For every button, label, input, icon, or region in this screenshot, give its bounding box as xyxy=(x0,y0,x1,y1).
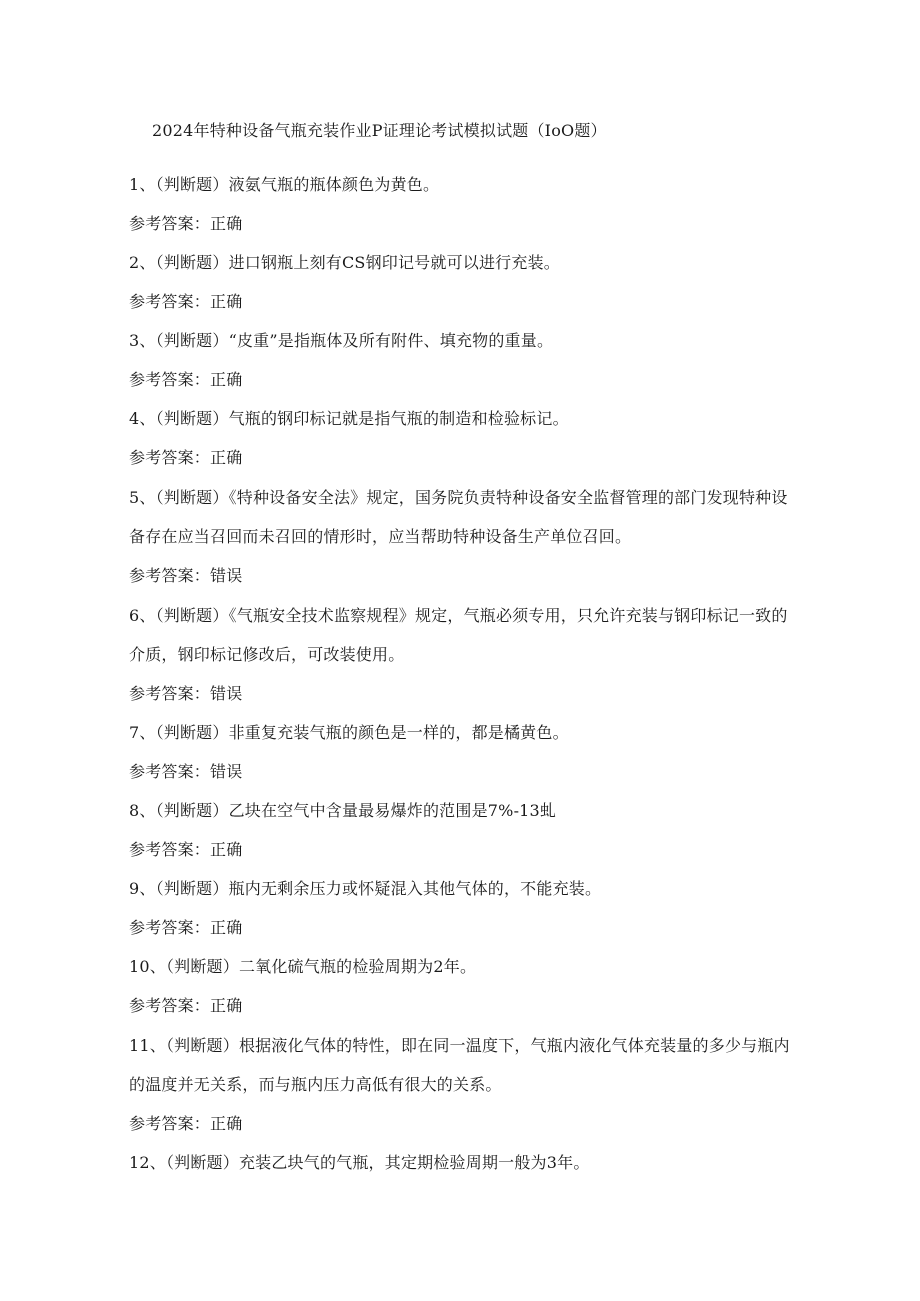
question-text: 1、（判断题）液氨气瓶的瓶体颜色为黄色。 xyxy=(129,175,440,194)
question-text: 10、（判断题）二氧化硫气瓶的检验周期为2年。 xyxy=(129,957,477,976)
document-title: 2024年特种设备气瓶充装作业P证理论考试模拟试题（IoO题） xyxy=(152,121,607,140)
answer-text: 参考答案：正确 xyxy=(129,292,243,311)
question-item-4 xyxy=(129,400,794,478)
answer-text: 参考答案：正确 xyxy=(129,370,243,389)
question-item-2 xyxy=(129,244,794,322)
answer-text: 参考答案：错误 xyxy=(129,684,243,703)
question-list xyxy=(129,166,794,1182)
answer-text: 参考答案：正确 xyxy=(129,996,243,1015)
answer-text: 参考答案：正确 xyxy=(129,214,243,233)
question-text: 4、（判断题）气瓶的钢印标记就是指气瓶的制造和检验标记。 xyxy=(129,409,569,428)
question-item-11 xyxy=(129,1026,794,1144)
question-item-1 xyxy=(129,166,794,244)
question-text: 8、（判断题）乙块在空气中含量最易爆炸的范围是7%-13虬 xyxy=(129,801,557,820)
question-item-7 xyxy=(129,714,794,792)
question-item-12 xyxy=(129,1144,794,1182)
question-text: 3、（判断题）“皮重”是指瓶体及所有附件、填充物的重量。 xyxy=(129,331,554,350)
question-text: 7、（判断题）非重复充装气瓶的颜色是一样的，都是橘黄色。 xyxy=(129,723,569,742)
answer-text: 参考答案：正确 xyxy=(129,1114,243,1133)
answer-text: 参考答案：错误 xyxy=(129,566,243,585)
question-item-3 xyxy=(129,322,794,400)
question-text: 12、（判断题）充装乙块气的气瓶，其定期检验周期一般为3年。 xyxy=(129,1153,590,1172)
question-item-10 xyxy=(129,948,794,1026)
answer-text: 参考答案：正确 xyxy=(129,448,243,467)
answer-text: 参考答案：正确 xyxy=(129,918,243,937)
question-item-8 xyxy=(129,792,794,870)
question-text: 9、（判断题）瓶内无剩余压力或怀疑混入其他气体的，不能充装。 xyxy=(129,879,602,898)
question-text: 2、（判断题）进口钢瓶上刻有CS钢印记号就可以进行充装。 xyxy=(129,253,560,272)
question-item-9 xyxy=(129,870,794,948)
question-text: 6、（判断题）《气瓶安全技术监察规程》规定，气瓶必须专用，只允许充装与钢印标记一致的介质，钢印标记修改后，可改装使用。 xyxy=(129,606,788,664)
question-item-5 xyxy=(129,478,794,596)
question-text: 11、（判断题）根据液化气体的特性，即在同一温度下，气瓶内液化气体充装量的多少与瓶内的温度并无关系，而与瓶内压力高低有很大的关系。 xyxy=(129,1036,790,1094)
answer-text: 参考答案：正确 xyxy=(129,840,243,859)
answer-text: 参考答案：错误 xyxy=(129,762,243,781)
question-text: 5、（判断题）《特种设备安全法》规定，国务院负责特种设备安全监督管理的部门发现特种设备存在应当召回而未召回的情形时，应当帮助特种设备生产单位召回。 xyxy=(129,488,788,546)
question-item-6 xyxy=(129,596,794,714)
